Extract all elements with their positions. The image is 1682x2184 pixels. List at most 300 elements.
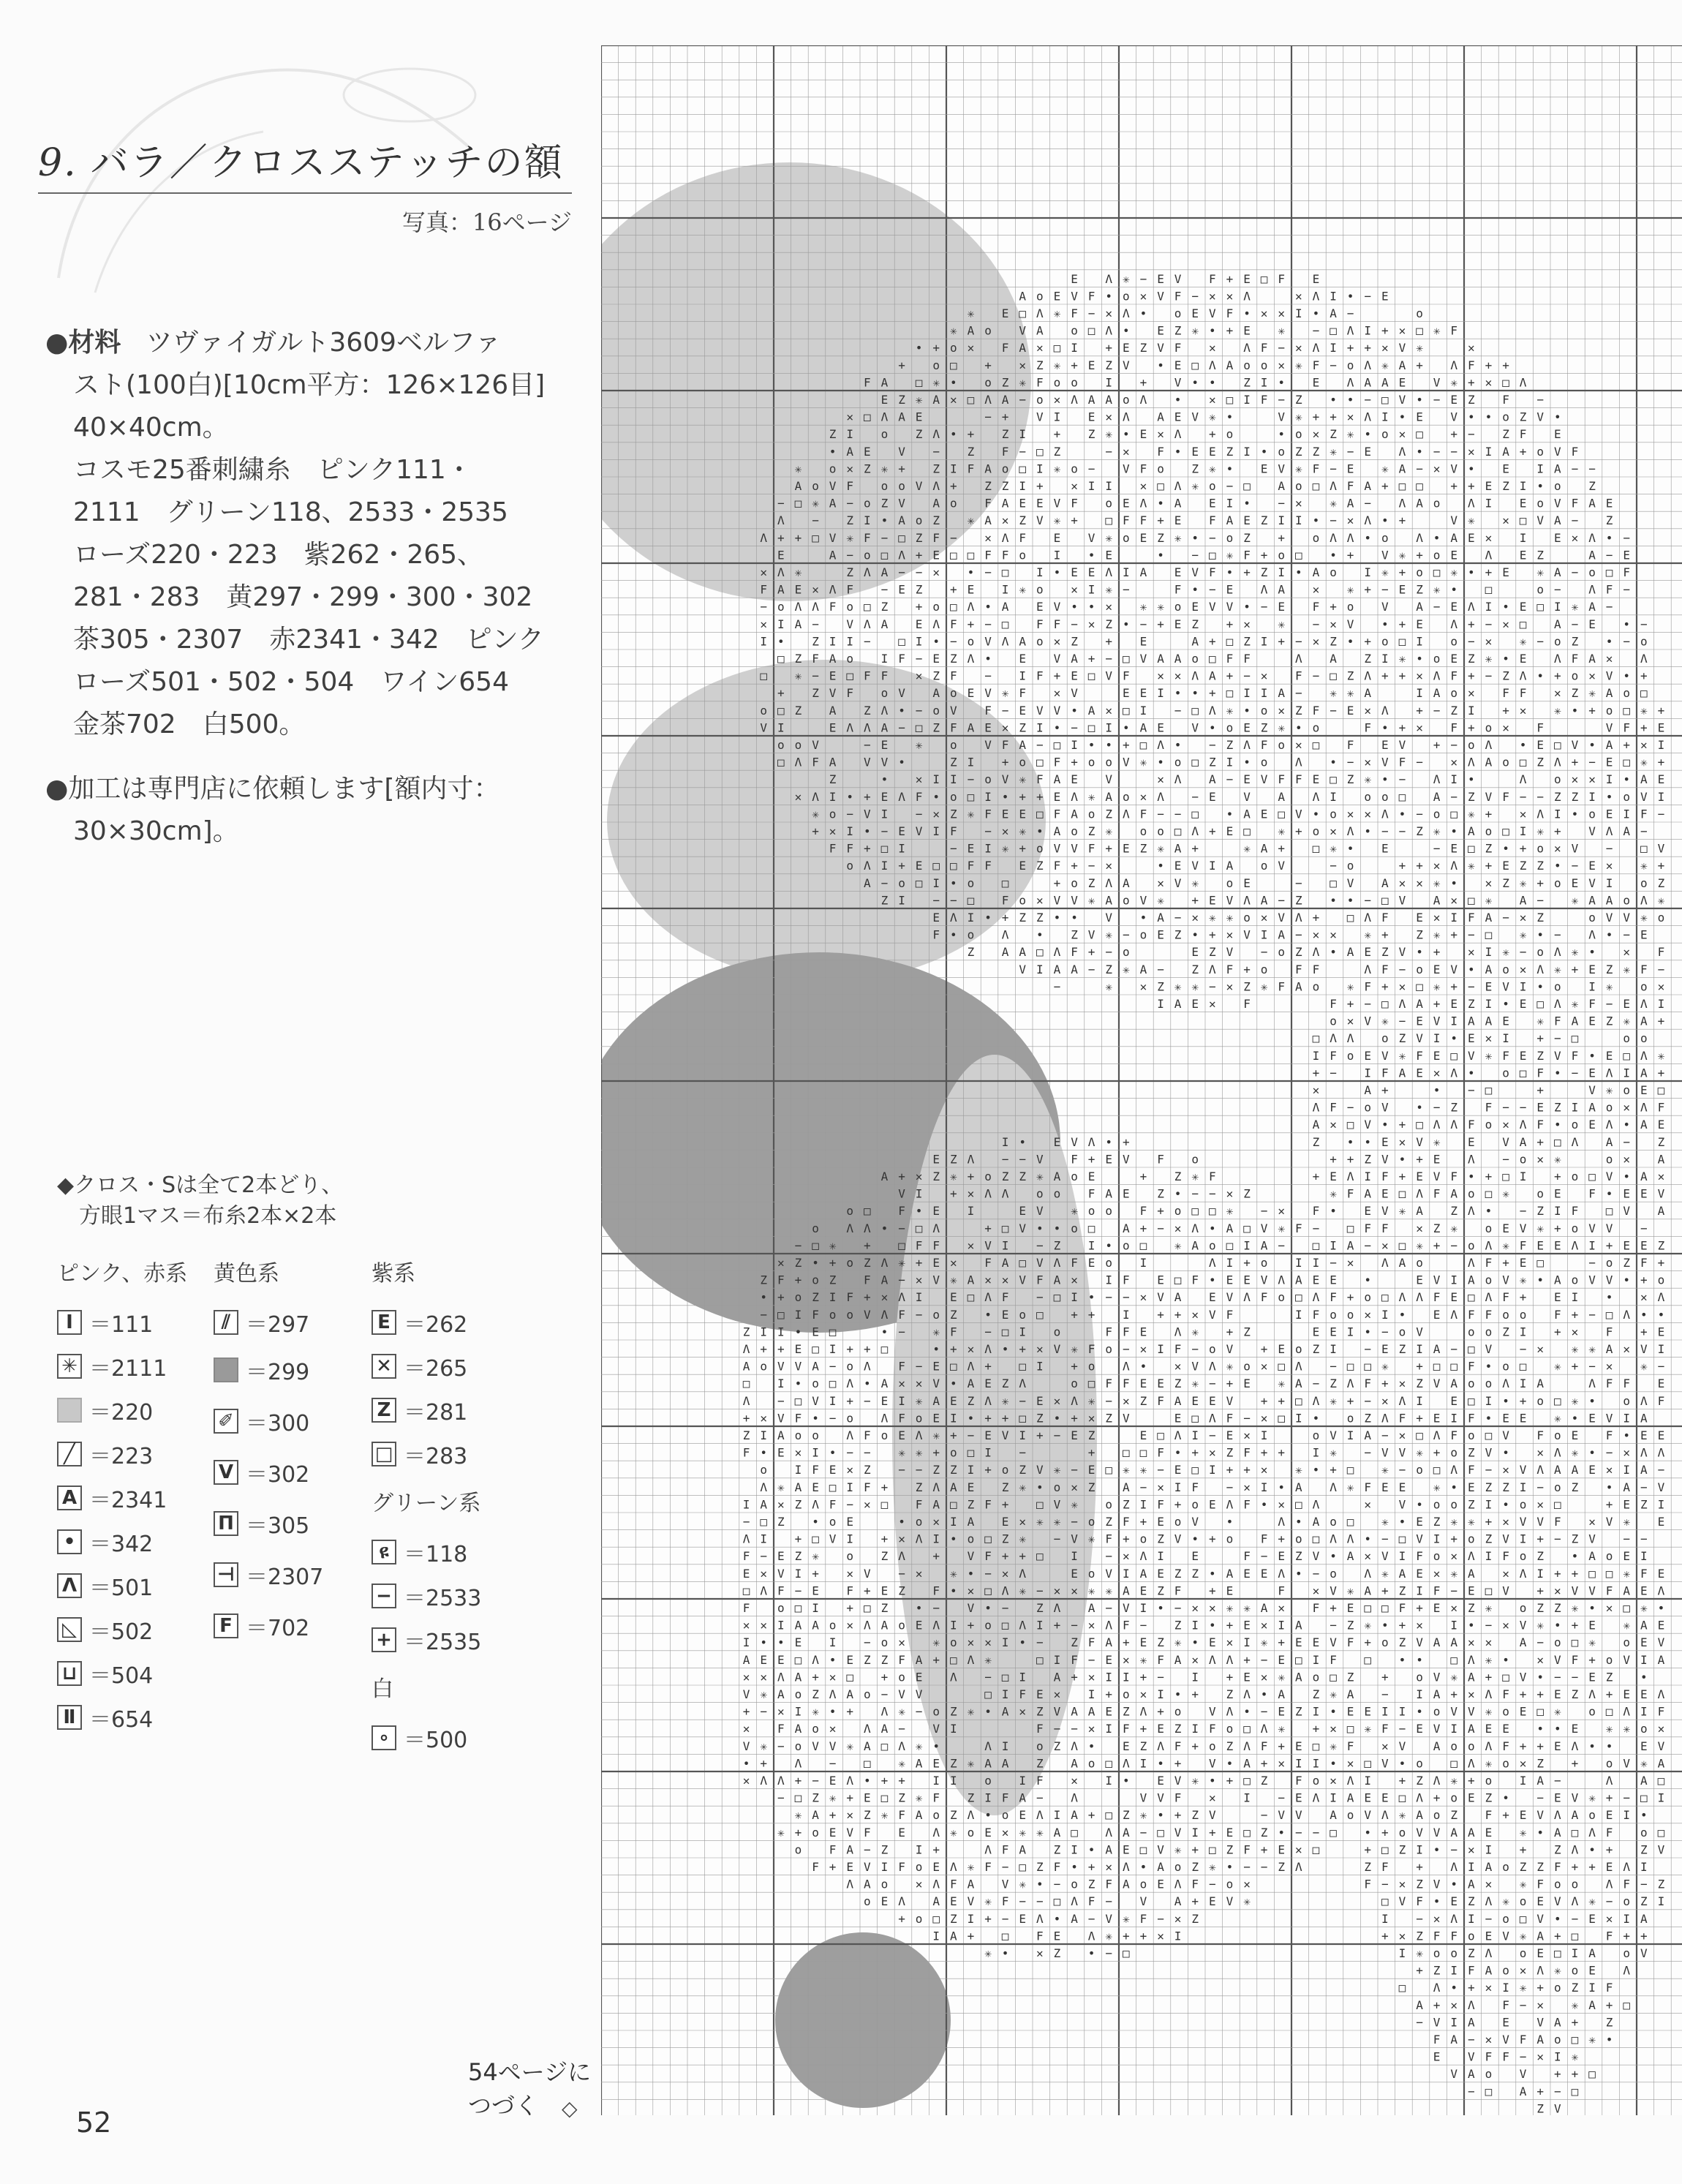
svg-text:✕: ✕	[760, 1619, 767, 1633]
svg-text:✳: ✳	[1278, 1670, 1285, 1684]
svg-text:Z: Z	[1536, 1860, 1544, 1874]
svg-text:I: I	[777, 617, 785, 631]
svg-text:E: E	[1623, 1187, 1630, 1201]
svg-text:•: •	[1036, 824, 1044, 838]
svg-text:Z: Z	[1261, 1826, 1268, 1840]
svg-text:✳: ✳	[1485, 893, 1493, 907]
svg-text:E: E	[1485, 979, 1493, 993]
svg-text:✕: ✕	[1347, 1014, 1354, 1028]
svg-text:Λ: Λ	[1036, 1912, 1044, 1926]
svg-text:✳: ✳	[1416, 1238, 1423, 1252]
svg-text:E: E	[1313, 1273, 1320, 1287]
svg-text:✳: ✳	[1209, 410, 1216, 424]
svg-text:Λ: Λ	[1468, 1653, 1475, 1667]
svg-text:✕: ✕	[1295, 341, 1302, 355]
svg-text:A: A	[1364, 375, 1371, 389]
svg-text:Z: Z	[1140, 341, 1147, 355]
stitch-symbol-icon: ╱	[57, 1442, 82, 1466]
svg-text:F: F	[932, 531, 940, 545]
svg-text:o: o	[846, 600, 853, 614]
svg-text:Z: Z	[1658, 1238, 1665, 1252]
svg-text:A: A	[1278, 583, 1285, 597]
svg-text:✳: ✳	[1450, 1515, 1457, 1529]
svg-text:A: A	[1468, 1826, 1475, 1840]
svg-text:Z: Z	[864, 462, 871, 475]
svg-text:A: A	[881, 375, 889, 389]
svg-text:+: +	[1088, 1808, 1095, 1822]
svg-text:Λ: Λ	[1105, 876, 1112, 890]
svg-text:Z: Z	[1002, 1377, 1009, 1390]
svg-text:o: o	[864, 1687, 871, 1701]
svg-text:Λ: Λ	[1347, 1532, 1354, 1546]
svg-text:V: V	[1433, 1722, 1441, 1736]
svg-text:Z: Z	[1105, 358, 1112, 372]
svg-text:+: +	[1313, 1066, 1320, 1080]
svg-text:E: E	[1313, 1325, 1320, 1338]
svg-text:+: +	[1140, 375, 1147, 389]
svg-text:✕: ✕	[1226, 979, 1234, 993]
svg-text:E: E	[1347, 462, 1354, 475]
svg-text:✳: ✳	[1209, 1860, 1216, 1874]
svg-text:E: E	[1157, 720, 1164, 734]
svg-text:I: I	[1485, 1394, 1493, 1408]
svg-text:I: I	[932, 772, 940, 786]
svg-text:F: F	[1364, 1480, 1371, 1494]
svg-text:−: −	[1330, 513, 1337, 527]
svg-text:A: A	[1468, 824, 1475, 838]
svg-text:A: A	[1520, 893, 1527, 907]
svg-text:V: V	[864, 756, 871, 769]
svg-text:E: E	[1209, 445, 1216, 459]
svg-text:□: □	[1330, 1670, 1337, 1684]
svg-text:•: •	[1105, 738, 1112, 752]
svg-text:•: •	[1330, 945, 1337, 959]
svg-text:□: □	[1019, 462, 1026, 475]
svg-text:+: +	[1364, 1635, 1371, 1649]
svg-text:•: •	[1640, 1808, 1648, 1822]
svg-text:o: o	[1140, 1532, 1147, 1546]
svg-text:o: o	[1485, 1221, 1493, 1235]
svg-text:Λ: Λ	[743, 1342, 750, 1356]
svg-text:✕: ✕	[1347, 410, 1354, 424]
svg-text:I: I	[1330, 1342, 1337, 1356]
svg-text:E: E	[1071, 1428, 1078, 1442]
svg-text:□: □	[968, 893, 975, 907]
svg-text:o: o	[1330, 565, 1337, 579]
svg-text:A: A	[760, 1497, 767, 1511]
svg-text:V: V	[916, 1687, 923, 1701]
svg-text:A: A	[1416, 997, 1423, 1011]
svg-text:✳: ✳	[1174, 979, 1182, 993]
svg-text:•: •	[1416, 393, 1423, 407]
svg-text:E: E	[1520, 497, 1527, 511]
svg-text:A: A	[1054, 1670, 1061, 1684]
svg-text:Z: Z	[1054, 445, 1061, 459]
svg-text:−: −	[1536, 790, 1544, 804]
svg-text:Λ: Λ	[1623, 1308, 1630, 1322]
svg-text:F: F	[846, 686, 853, 700]
svg-text:•: •	[1399, 807, 1406, 821]
svg-text:E: E	[1623, 548, 1630, 562]
svg-text:F: F	[1243, 652, 1251, 666]
svg-text:E: E	[1157, 928, 1164, 942]
svg-text:✕: ✕	[1572, 531, 1579, 545]
svg-text:+: +	[1347, 1290, 1354, 1304]
legend-item	[57, 1432, 187, 1476]
materials-line: 2111 グリーン118、2533・2535	[45, 492, 550, 534]
svg-text:E: E	[932, 1256, 940, 1270]
svg-text:•: •	[829, 1653, 837, 1667]
svg-text:Z: Z	[1502, 479, 1509, 493]
svg-text:A: A	[1278, 479, 1285, 493]
svg-text:A: A	[1416, 1998, 1423, 2012]
svg-text:V: V	[1054, 1705, 1061, 1719]
svg-text:✳: ✳	[1036, 1515, 1044, 1529]
svg-text:Λ: Λ	[1313, 341, 1320, 355]
svg-text:+: +	[1278, 634, 1285, 648]
svg-text:+: +	[1347, 341, 1354, 355]
svg-text:A: A	[1485, 1860, 1493, 1874]
svg-text:I: I	[1554, 807, 1561, 821]
svg-text:o: o	[1433, 807, 1441, 821]
svg-text:A: A	[1381, 876, 1389, 890]
svg-text:+: +	[1123, 1135, 1130, 1149]
svg-text:Z: Z	[743, 1428, 750, 1442]
svg-text:F: F	[1623, 1377, 1630, 1390]
svg-text:I: I	[1330, 341, 1337, 355]
svg-text:A: A	[1226, 358, 1234, 372]
svg-text:A: A	[1399, 358, 1406, 372]
svg-text:□: □	[1105, 1808, 1112, 1822]
svg-text:Λ: Λ	[1209, 963, 1216, 976]
svg-text:Λ: Λ	[1191, 669, 1199, 683]
svg-text:Z: Z	[898, 1791, 905, 1805]
svg-text:Λ: Λ	[1347, 375, 1354, 389]
svg-text:✳: ✳	[1209, 462, 1216, 475]
svg-text:Λ: Λ	[1399, 1290, 1406, 1304]
svg-text:F: F	[916, 1497, 923, 1511]
svg-text:F: F	[1381, 963, 1389, 976]
svg-text:−: −	[1536, 634, 1544, 648]
svg-text:A: A	[1140, 565, 1147, 579]
svg-text:✕: ✕	[1209, 1446, 1216, 1460]
svg-text:✕: ✕	[777, 1256, 785, 1270]
svg-text:−: −	[1209, 531, 1216, 545]
svg-text:−: −	[1123, 1290, 1130, 1304]
svg-text:•: •	[1261, 1687, 1268, 1701]
svg-text:o: o	[1278, 1290, 1285, 1304]
svg-text:□: □	[1502, 375, 1509, 389]
svg-text:A: A	[881, 1722, 889, 1736]
svg-text:✳: ✳	[1381, 1014, 1389, 1028]
svg-text:Λ: Λ	[1364, 1567, 1371, 1581]
svg-text:□: □	[1019, 1411, 1026, 1425]
svg-text:Λ: Λ	[1468, 1256, 1475, 1270]
svg-text:Λ: Λ	[1226, 1705, 1234, 1719]
svg-text:•: •	[1381, 617, 1389, 631]
svg-text:−: −	[1623, 583, 1630, 597]
svg-text:F: F	[1572, 652, 1579, 666]
svg-text:o: o	[1330, 1515, 1337, 1529]
svg-text:✕: ✕	[1174, 1221, 1182, 1235]
svg-text:o: o	[846, 1256, 853, 1270]
svg-text:□: □	[1347, 1221, 1354, 1235]
svg-text:•: •	[1606, 634, 1613, 648]
svg-text:Λ: Λ	[1588, 531, 1596, 545]
svg-text:I: I	[1157, 686, 1164, 700]
svg-text:I: I	[1588, 1238, 1596, 1252]
svg-text:−: −	[864, 738, 871, 752]
svg-text:•: •	[1502, 1394, 1509, 1408]
svg-text:+: +	[1157, 617, 1164, 631]
svg-text:+: +	[1243, 1463, 1251, 1477]
svg-text:✳: ✳	[1243, 1894, 1251, 1908]
svg-text:E: E	[1502, 1411, 1509, 1425]
svg-text:o: o	[1123, 945, 1130, 959]
svg-text:I: I	[1658, 1497, 1665, 1511]
svg-text:−: −	[1019, 445, 1026, 459]
svg-text:E: E	[1243, 1619, 1251, 1633]
svg-text:I: I	[795, 1463, 802, 1477]
svg-text:✳: ✳	[1209, 911, 1216, 925]
svg-text:+: +	[1019, 1549, 1026, 1563]
legend-item	[372, 1530, 481, 1574]
svg-text:V: V	[1330, 1584, 1337, 1597]
svg-text:+: +	[1399, 859, 1406, 873]
svg-text:o: o	[846, 1360, 853, 1374]
svg-text:Z: Z	[1140, 1394, 1147, 1408]
svg-text:Λ: Λ	[1485, 738, 1493, 752]
svg-text:o: o	[1123, 393, 1130, 407]
svg-text:−: −	[1295, 634, 1302, 648]
svg-text:I: I	[1105, 720, 1112, 734]
svg-text:Z: Z	[1295, 704, 1302, 718]
svg-text:✕: ✕	[1554, 842, 1561, 856]
svg-text:−: −	[1123, 583, 1130, 597]
svg-text:+: +	[1364, 634, 1371, 648]
svg-text:F: F	[1261, 341, 1268, 355]
svg-text:✕: ✕	[1123, 445, 1130, 459]
svg-text:Z: Z	[1209, 756, 1216, 769]
svg-text:o: o	[932, 600, 940, 614]
svg-text:+: +	[1399, 565, 1406, 579]
svg-text:✳: ✳	[1468, 807, 1475, 821]
svg-text:E: E	[1502, 462, 1509, 475]
svg-text:+: +	[1572, 1360, 1579, 1374]
svg-text:E: E	[1243, 772, 1251, 786]
svg-text:F: F	[1191, 1273, 1199, 1287]
svg-text:✳: ✳	[1520, 1273, 1527, 1287]
svg-text:−: −	[1191, 1187, 1199, 1201]
svg-text:F: F	[1433, 1290, 1441, 1304]
svg-text:Z: Z	[829, 427, 837, 441]
svg-text:E: E	[1140, 1428, 1147, 1442]
svg-text:V: V	[1450, 462, 1457, 475]
svg-text:I: I	[1088, 1238, 1095, 1252]
svg-text:E: E	[968, 842, 975, 856]
svg-text:Λ: Λ	[1261, 583, 1268, 597]
svg-text:•: •	[1658, 1601, 1665, 1615]
svg-text:F: F	[1347, 1635, 1354, 1649]
svg-text:✳: ✳	[1243, 1601, 1251, 1615]
svg-text:V: V	[1606, 1515, 1613, 1529]
svg-text:o: o	[1554, 1428, 1561, 1442]
svg-text:Λ: Λ	[1572, 1842, 1579, 1856]
svg-text:✕: ✕	[1658, 1170, 1665, 1183]
svg-text:Λ: Λ	[1485, 1238, 1493, 1252]
svg-text:I: I	[1450, 1273, 1457, 1287]
svg-text:•: •	[1399, 1653, 1406, 1667]
svg-text:o: o	[1623, 790, 1630, 804]
svg-text:−: −	[1433, 445, 1441, 459]
svg-text:o: o	[881, 479, 889, 493]
svg-text:✕: ✕	[1157, 1929, 1164, 1943]
svg-text:✕: ✕	[1433, 1066, 1441, 1080]
svg-text:Λ: Λ	[1588, 1377, 1596, 1390]
svg-text:Λ: Λ	[950, 1670, 957, 1684]
svg-text:A: A	[1209, 772, 1216, 786]
svg-text:o: o	[1364, 1290, 1371, 1304]
svg-text:o: o	[932, 704, 940, 718]
svg-text:I: I	[1054, 548, 1061, 562]
svg-text:−: −	[1209, 1377, 1216, 1390]
svg-text:✕: ✕	[1002, 720, 1009, 734]
svg-text:V: V	[1140, 1894, 1147, 1908]
svg-text:□: □	[743, 1584, 750, 1597]
svg-text:I: I	[881, 1860, 889, 1874]
svg-text:+: +	[932, 1842, 940, 1856]
svg-text:o: o	[1347, 1049, 1354, 1063]
svg-text:F: F	[829, 600, 837, 614]
svg-text:□: □	[1485, 1428, 1493, 1442]
svg-text:+: +	[1572, 1567, 1579, 1581]
svg-text:I: I	[1485, 497, 1493, 511]
svg-text:F: F	[1520, 1238, 1527, 1252]
svg-text:Λ: Λ	[1295, 1860, 1302, 1874]
svg-text:+: +	[1330, 410, 1337, 424]
svg-text:F: F	[1606, 1428, 1613, 1442]
svg-text:−: −	[760, 1549, 767, 1563]
svg-text:□: □	[1640, 1791, 1648, 1805]
svg-text:A: A	[1157, 911, 1164, 925]
svg-text:A: A	[846, 1687, 853, 1701]
svg-text:+: +	[864, 1238, 871, 1252]
svg-text:o: o	[1123, 790, 1130, 804]
svg-text:−: −	[1450, 1584, 1457, 1597]
svg-text:A: A	[1606, 1342, 1613, 1356]
svg-text:I: I	[1588, 790, 1596, 804]
svg-text:✕: ✕	[1433, 1567, 1441, 1581]
svg-text:I: I	[881, 807, 889, 821]
svg-text:Λ: Λ	[1606, 1774, 1613, 1788]
svg-text:□: □	[1174, 824, 1182, 838]
svg-text:E: E	[1226, 583, 1234, 597]
svg-text:•: •	[1468, 963, 1475, 976]
svg-text:−: −	[1209, 738, 1216, 752]
svg-text:−: −	[1036, 1791, 1044, 1805]
svg-text:✕: ✕	[1054, 1687, 1061, 1701]
svg-text:I: I	[846, 634, 853, 648]
svg-text:E: E	[1640, 928, 1648, 942]
svg-text:□: □	[1399, 479, 1406, 493]
svg-text:o: o	[1433, 497, 1441, 511]
svg-text:•: •	[1278, 427, 1285, 441]
svg-text:✕: ✕	[916, 669, 923, 683]
svg-text:F: F	[1433, 1584, 1441, 1597]
materials-text: ツヴァイガルト3609ベルファ	[146, 328, 501, 358]
svg-text:✕: ✕	[760, 1670, 767, 1684]
svg-text:✳: ✳	[1347, 427, 1354, 441]
svg-text:F: F	[1399, 756, 1406, 769]
svg-text:□: □	[1002, 617, 1009, 631]
svg-text:I: I	[829, 1394, 837, 1408]
svg-text:I: I	[1606, 876, 1613, 890]
svg-text:Λ: Λ	[968, 1808, 975, 1822]
svg-text:V: V	[1054, 704, 1061, 718]
svg-text:✕: ✕	[1381, 341, 1389, 355]
svg-text:Z: Z	[1658, 1878, 1665, 1891]
svg-text:o: o	[1071, 462, 1078, 475]
svg-text:+: +	[1536, 1031, 1544, 1045]
svg-text:−: −	[1450, 790, 1457, 804]
svg-text:✕: ✕	[898, 1635, 905, 1649]
svg-text:F: F	[984, 1497, 992, 1511]
svg-text:Z: Z	[1295, 893, 1302, 907]
svg-text:−: −	[1554, 1532, 1561, 1546]
svg-text:F: F	[1468, 358, 1475, 372]
svg-text:Λ: Λ	[881, 1411, 889, 1425]
svg-text:o: o	[1140, 928, 1147, 942]
svg-text:−: −	[1088, 1653, 1095, 1667]
svg-text:Z: Z	[1520, 410, 1527, 424]
svg-text:✳: ✳	[1071, 1342, 1078, 1356]
svg-text:•: •	[1606, 1480, 1613, 1494]
svg-text:I: I	[743, 1635, 750, 1649]
svg-text:□: □	[1243, 824, 1251, 838]
svg-text:o: o	[1623, 1894, 1630, 1908]
svg-text:A: A	[1450, 1635, 1457, 1649]
svg-text:•: •	[1243, 600, 1251, 614]
svg-text:V: V	[984, 686, 992, 700]
svg-text:✕: ✕	[916, 1273, 923, 1287]
svg-text:E: E	[1174, 1463, 1182, 1477]
svg-text:I: I	[950, 1722, 957, 1736]
svg-text:Λ: Λ	[1468, 1204, 1475, 1218]
svg-text:−: −	[1658, 1360, 1665, 1374]
svg-text:Λ: Λ	[1450, 1118, 1457, 1131]
svg-text:V: V	[829, 531, 837, 545]
svg-text:I: I	[864, 513, 871, 527]
svg-text:Λ: Λ	[795, 756, 802, 769]
svg-text:−: −	[1209, 583, 1216, 597]
svg-text:•: •	[1243, 1705, 1251, 1719]
svg-text:F: F	[1606, 1325, 1613, 1338]
svg-text:−: −	[1261, 945, 1268, 959]
svg-text:−: −	[898, 565, 905, 579]
svg-text:+: +	[1536, 1135, 1544, 1149]
svg-text:Z: Z	[1157, 1532, 1164, 1546]
svg-text:+: +	[968, 1929, 975, 1943]
svg-text:✕: ✕	[1450, 893, 1457, 907]
svg-text:A: A	[1019, 341, 1026, 355]
svg-text:+: +	[932, 1549, 940, 1563]
svg-text:V: V	[1157, 1842, 1164, 1856]
svg-text:Λ: Λ	[864, 1221, 871, 1235]
svg-text:Λ: Λ	[1520, 772, 1527, 786]
svg-text:•: •	[1174, 1687, 1182, 1701]
svg-text:E: E	[950, 1290, 957, 1304]
svg-text:−: −	[881, 531, 889, 545]
